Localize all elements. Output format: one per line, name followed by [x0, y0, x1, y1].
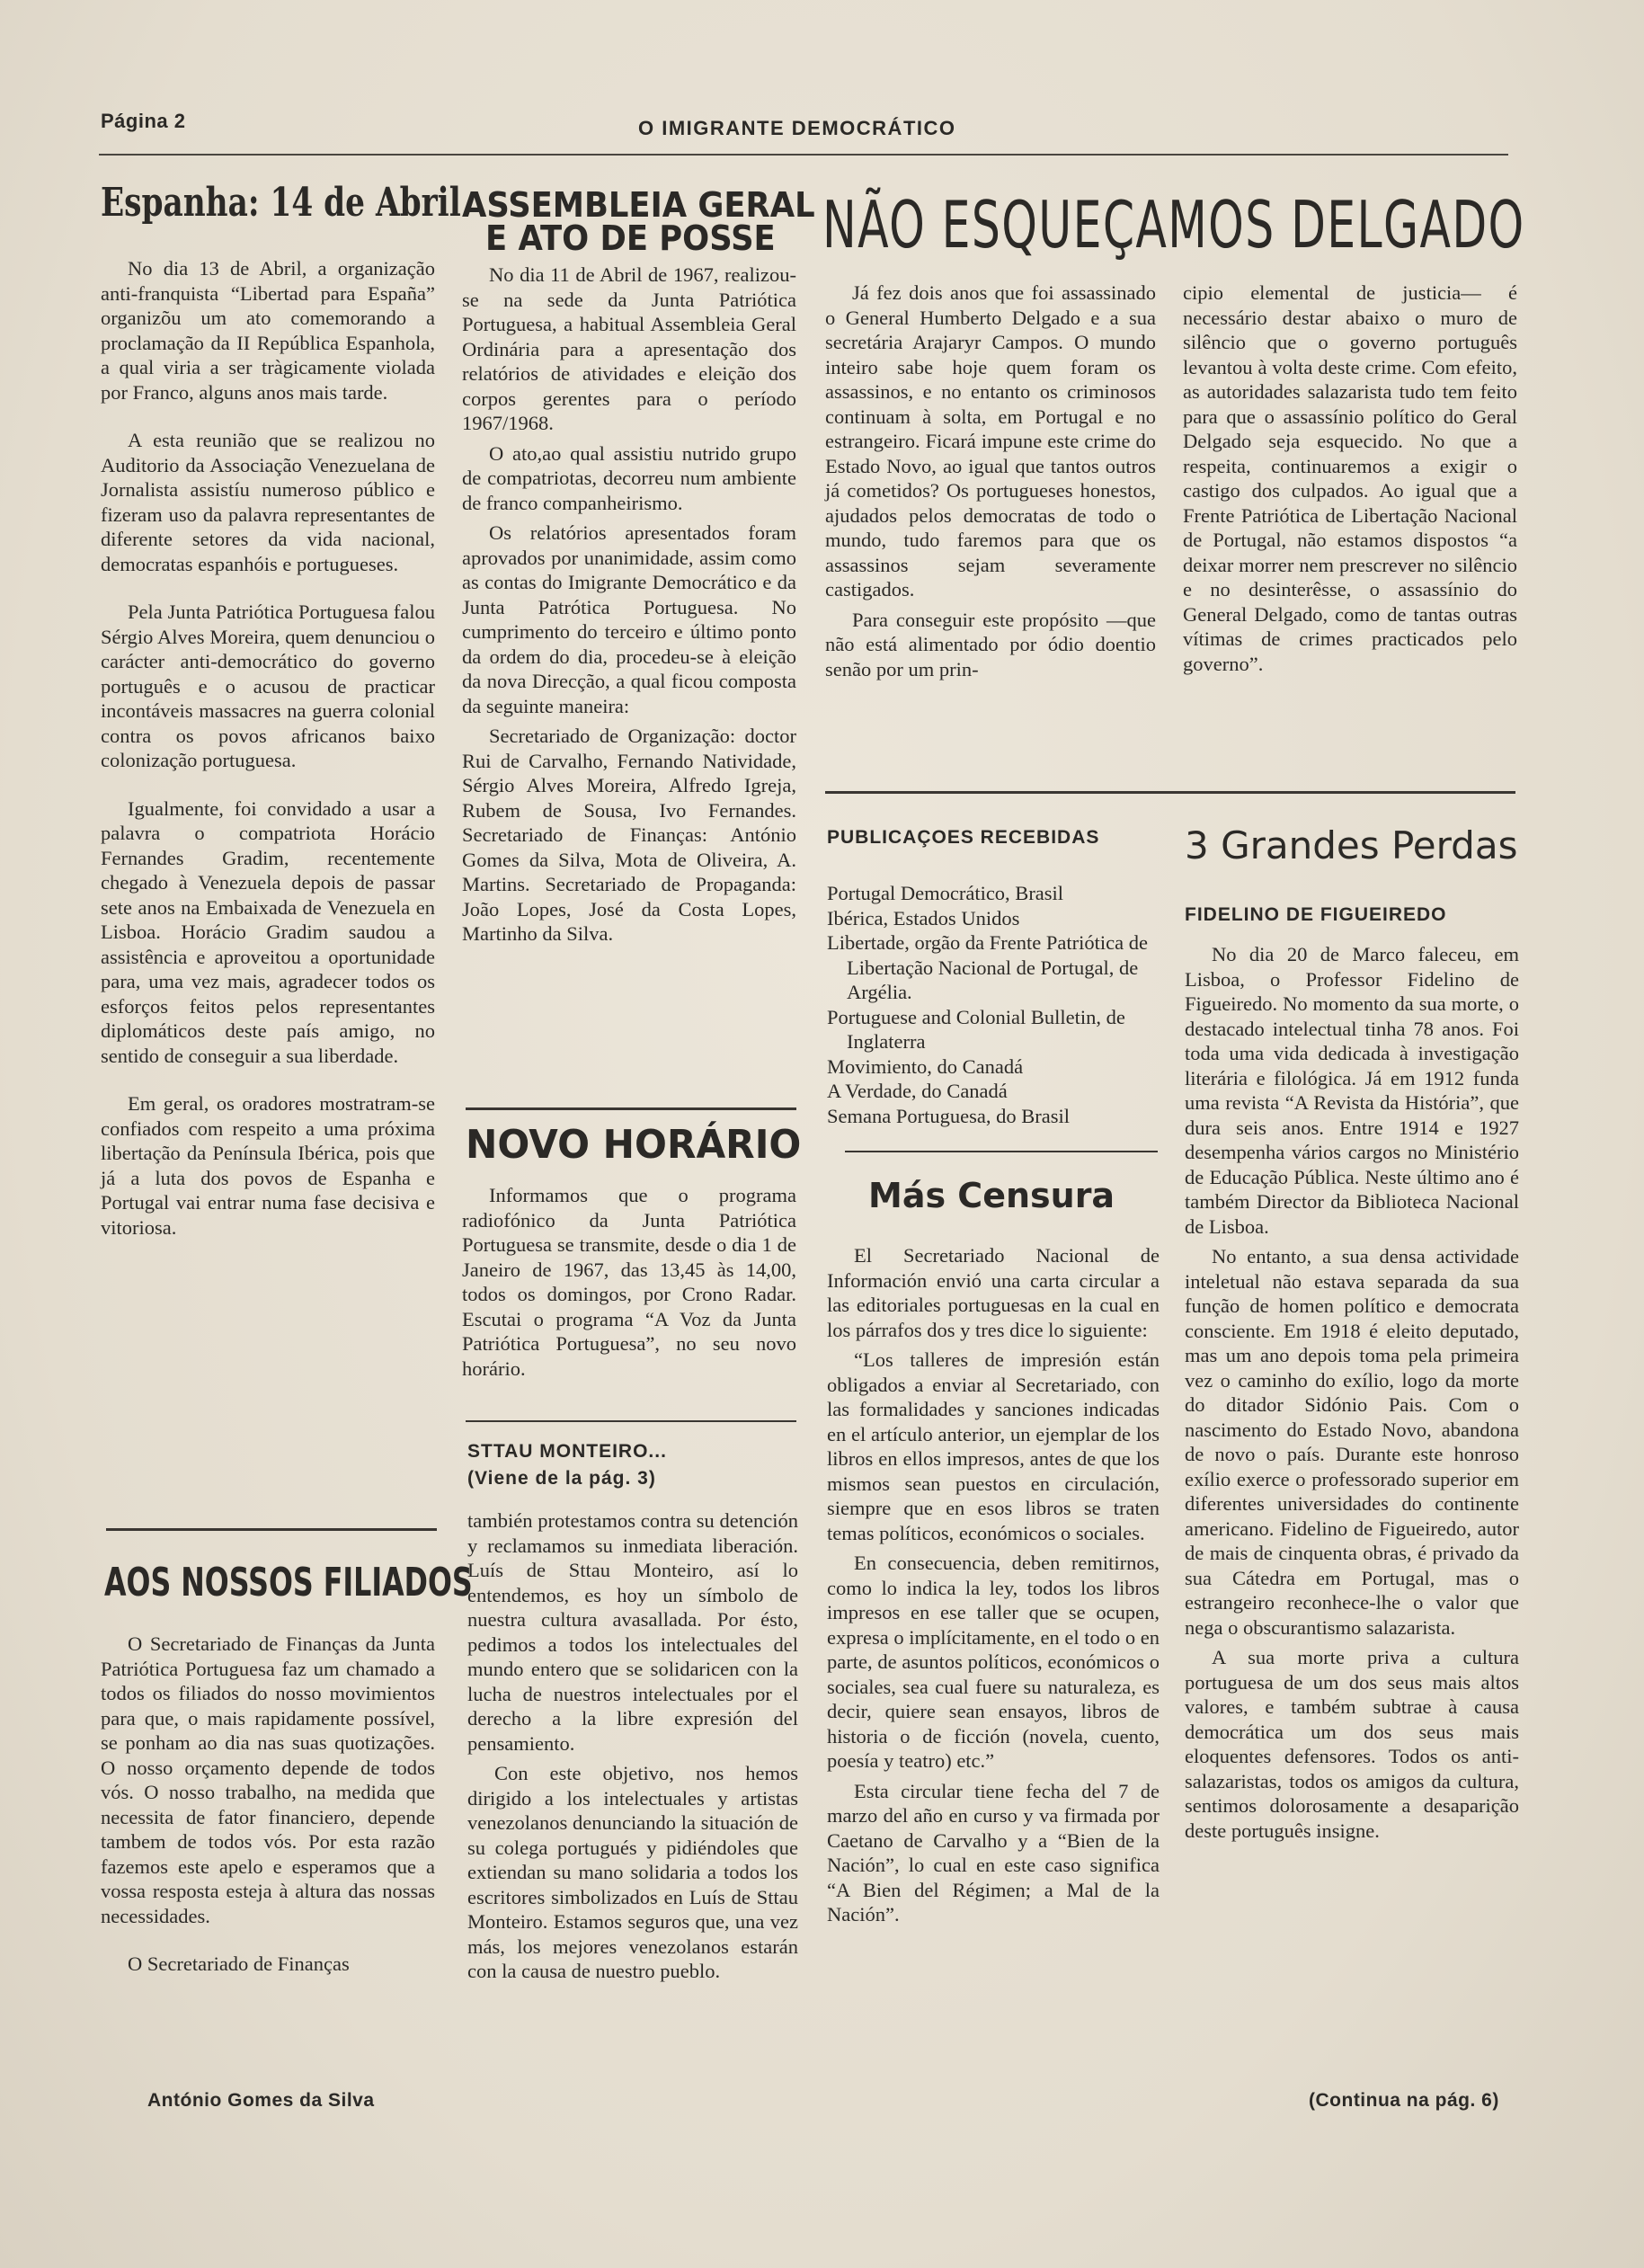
column-divider: [466, 1420, 796, 1422]
column-divider: [106, 1528, 437, 1531]
article-paragraph: cipio elemental de justicia— é necessário destar abaixo o muro de silêncio que o governo português levantou à volta deste crime. Com efeito, as autoridades salazarista tudo tem feito para que o assassínio político do Geral Delgado seja esquecido. No que a respeita, continuaremos a exigir o castigo dos culpados. Ao igual que a Frente Patriótica de Libertação Nacional de Portugal, não estamos dispostos “a deixar morrer nem prescrever no silêncio e no desinterêsse, o assassínio do General Delgado, como de tantas outras vítimas de crimes practicados pelo governo”.: [1183, 281, 1517, 675]
perdas-subheadline: FIDELINO DE FIGUEIREDO: [1185, 904, 1447, 925]
list-item: Portugal Democrático, Brasil: [827, 882, 1064, 904]
perdas-headline: 3 Grandes Perdas: [1185, 823, 1518, 867]
assembleia-headline-line1: ASSEMBLEIA GERAL: [462, 185, 815, 225]
article-paragraph: No dia 11 de Abril de 1967, realizou-se na sede da Junta Patriótica Portuguesa, a habitual Assembleia Geral Ordinária para a apresentação dos relatórios de atividades e eleição dos corpos gerentes para o período 1967/1968.: [462, 263, 796, 434]
continued-on-page-link[interactable]: (Continua na pág. 6): [1309, 2090, 1499, 2111]
column-divider: [845, 1151, 1158, 1152]
article-paragraph: Já fez dois anos que foi assassinado o General Humberto Delgado e a sua secretária Arajaryr Campos. O mundo inteiro sabe hoje quem foram os assassinos, e no entanto os criminosos continuam à solta, em Portugal e no estrangeiro. Ficará impune este crime do Estado Novo, ao igual que tantos outros já cometidos? Os portugueses honestos, ajudados pelos democratas de todo o mundo, tudo faremos para que os assassinos sejam severamente castigados.: [825, 281, 1156, 600]
filiados-article: [101, 1632, 435, 2000]
filiados-headline: AOS NOSSOS FILIADOS: [104, 1560, 473, 1605]
delgado-headline: NÃO ESQUEÇAMOS DELGADO: [822, 187, 1525, 262]
article-paragraph: No dia 13 de Abril, a organização anti-franquista “Libertad para España” organizõu um ato comemorando a proclamação da II República Espanhola, a qual viria a ser tràgicamente violada por Franco, alguns anos mais tarde.: [101, 257, 435, 404]
sttau-headline: STTAU MONTEIRO...: [467, 1441, 667, 1462]
article-paragraph: O Secretariado de Finanças: [128, 1952, 350, 1975]
article-paragraph: Informamos que o programa radiofónico da Junta Patriótica Portuguesa se transmite, desde o dia 1 de Janeiro de 1967, das 13,45 às 14,00, todos os domingos, por Crono Radar. Escutai o programa “A Voz da Junta Patriótica Portuguesa”, no seu novo horário.: [462, 1184, 796, 1380]
espanha-headline: Espanha: 14 de Abril: [101, 180, 461, 226]
article-paragraph: O Secretariado de Finanças da Junta Patriótica Portuguesa faz um chamado a todos os filiados do nosso movimientos para que, o mais rapidamente possível, se ponham ao dia nas suas quotizações. O nosso orçamento depende de todos vós. O nosso trabalho, na medida que necessita de fator financiero, depende tambem de todos vós. Por esta razão fazemos este apelo e esperamos que a vossa resposta esteja à altura das nossas necessidades.: [101, 1632, 435, 1927]
list-item: Semana Portuguesa, do Brasil: [827, 1104, 1070, 1127]
publicacoes-headline: PUBLICAÇOES RECEBIDAS: [827, 827, 1100, 848]
article-paragraph: Esta circular tiene fecha del 7 de marzo del año en curso y va firmada por Caetano de Carvalho y a “Bien de la Nación”, lo cual en este caso significa “A Bien del Régimen; a Mal de la Nación”.: [827, 1779, 1160, 1926]
article-paragraph: Con este objetivo, nos hemos dirigido a los intelectuales y artistas venezolanos denunciando la situación de su colega portugués y pidiéndoles que extiendan su mano solidaria a todos los escritores simbolizados en Luís de Sttau Monteiro. Estamos seguros que, una vez más, los mejores venezolanos estarán con la causa de nuestro pueblo.: [467, 1762, 798, 1982]
article-paragraph: “Los talleres de impresión están obligados a enviar al Secretariado, con las formalidades y sanciones indicadas en el artículo anterior, un ejemplar de los libros en ellos impresos, antes de que los mismos sean puestos en circulación, siempre que en esos libros se traten temas políticos, económicos o sociales.: [827, 1348, 1160, 1544]
article-paragraph: O ato,ao qual assistiu nutrido grupo de compatriotas, decorreu num ambiente de franco companheirismo.: [462, 441, 796, 514]
list-item: Ibérica, Estados Unidos: [827, 906, 1020, 929]
horario-headline: NOVO HORÁRIO: [466, 1122, 802, 1168]
publicacoes-list: [827, 881, 1158, 1128]
list-item: Portuguese and Colonial Bulletin, de Inglaterra: [827, 1005, 1125, 1053]
page-number-label: Página 2: [101, 110, 186, 132]
perdas-article: [1185, 942, 1519, 1848]
espanha-article: [101, 256, 435, 1263]
article-paragraph: también protestamos contra su detención y reclamamos su inmediata liberación. Luís de Sttau Monteiro, así lo entendemos, es hoy un símbolo de nuestra cultura avasallada. Por ésto, pedimos a todos los intelectuales del mundo entero que se solidaricen con la lucha de nuestros intelectuales por el derecho a la libre expresión del pensamiento.: [467, 1509, 798, 1755]
article-paragraph: A esta reunião que se realizou no Auditorio da Associação Venezuelana de Jornalista assistíu numeroso público e fizeram uso da palavra representantes de diferente setores da vida nacional, democratas espanhóis e portugueses.: [101, 429, 435, 575]
horario-article: [462, 1183, 796, 1404]
article-paragraph: Em geral, os oradores mostratram-se confiados com respeito a uma próxima libertação da Península Ibérica, pois que já a luta dos povos de Espanha e Portugal vai entrar numa fase decisiva e vitoriosa.: [101, 1092, 435, 1239]
article-paragraph: Pela Junta Patriótica Portuguesa falou Sérgio Alves Moreira, quem denunciou o carácter anti-democrático do governo português e o acusou de practicar incontáveis massacres na guerra colonial contra os povos africanos baixo colonização portuguesa.: [101, 600, 435, 771]
sttau-article: [467, 1508, 798, 1989]
newspaper-title: O IMIGRANTE DEMOCRÁTICO: [638, 117, 956, 139]
list-item: A Verdade, do Canadá: [827, 1080, 1008, 1102]
list-item: Libertade, orgão da Frente Patriótica de Libertação Nacional de Portugal, de Argélia.: [827, 931, 1148, 1003]
article-paragraph: A sua morte priva a cultura portuguesa de um dos seus mais altos valores, e também subtrae à causa democrática um dos seus mais eloquentes defensores. Todos os anti-salazaristas, todos os amigos da cultura, sentimos dolorosamente a desaparição deste português insigne.: [1185, 1646, 1519, 1842]
column-divider: [466, 1107, 796, 1110]
delgado-article-col2: [1183, 280, 1517, 681]
article-paragraph: No dia 20 de Marco faleceu, em Lisboa, o Professor Fidelino de Figueiredo. No momento da sua morte, o destacado intelectual tinha 78 anos. Foi toda uma vida dedicada à investigação literária e filológica. Já em 1912 funda uma revista “A Revista da História”, que dura seis anos. Entre 1914 e 1927 desempenha vários cargos no Ministério de Educação Pública. Neste último ano é também Director da Biblioteca Nacional de Lisboa.: [1185, 943, 1519, 1238]
article-paragraph: En consecuencia, deben remitirnos, como lo indica la ley, todos los libros impresos en ese taller que se ocupen, expresa o implícitamente, en el todo o en parte, de asuntos políticos, económicos o sociales, sea cual fuere su naturaleza, es decir, quiere sean ensayos, libros de historia o de ficción (novela, cuento, poesía y teatro) etc.”: [827, 1552, 1160, 1772]
delgado-article-col1: [825, 280, 1156, 687]
assembleia-headline-line2: E ATO DE POSSE: [485, 218, 776, 258]
article-paragraph: Secretariado de Organização: doctor Rui de Carvalho, Fernando Natividade, Sérgio Alves Moreira, Alfredo Igreja, Rubem de Sousa, Ivo Fernandes. Secretariado de Finanças: António Gomes da Silva, Mota de Oliveira, A. Martins. Secretariado de Propaganda: João Lopes, José da Costa Lopes, Martinho da Silva.: [462, 725, 796, 945]
censura-article: [827, 1243, 1160, 1933]
censura-headline: Más Censura: [868, 1176, 1115, 1215]
list-item: Movimiento, do Canadá: [827, 1054, 1024, 1078]
article-paragraph: Os relatórios apresentados foram aprovados por unanimidade, assim como as contas do Imigrante Democrático e da Junta Patrótica Portuguesa. No cumprimento do terceiro e último ponto da ordem do dia, procedeu-se à eleição da nova Direcção, a qual ficou composta da seguinte maneira:: [462, 521, 796, 717]
header-rule: [99, 154, 1508, 156]
assembleia-article: [462, 262, 796, 952]
article-paragraph: No entanto, a sua densa actividade inteletual não estava separada da sua função de homen político e democrata consciente. Em 1918 é eleito deputado, mas um ano depois toma pela primeira vez o caminho do exílio, logo da morte do ditador Sidónio Pais. Com o nascimento do Estado Novo, abandona de novo o país. Durante este honroso exílio exerce o professorado superior em diferentes universidades do continente americano. Fidelino de Figueiredo, autor de mais de cinquenta obras, é privado da sua Cátedra em Portugal, mas o estrangeiro reconhece-lhe o valor que nega o obscurantismo salazarista.: [1185, 1245, 1519, 1639]
article-paragraph: Igualmente, foi convidado a usar a palavra o compatriota Horácio Fernandes Gradim, recentemente chegado à Venezuela depois de passar sete anos na Embaixada de Venezuela en Lisboa. Horácio Gradim saudou a assistência e aproveitou a oportunidade para, uma vez mais, agradecer todos os esforços feitos pelos representantes diplomáticos deste país amigo, no sentido de conseguir a sua liberdade.: [101, 796, 435, 1067]
signature: António Gomes da Silva: [147, 2090, 375, 2111]
article-paragraph: Para conseguir este propósito —que não está alimentado por ódio doentio senão por um prin-: [825, 608, 1156, 680]
article-paragraph: El Secretariado Nacional de Información envió una carta circular a las editoriales portuguesas en la cual en los párrafos dos y tres dice lo siguiente:: [827, 1244, 1160, 1341]
sttau-subheadline: (Viene de la pág. 3): [467, 1468, 656, 1489]
column-divider: [825, 791, 1515, 794]
